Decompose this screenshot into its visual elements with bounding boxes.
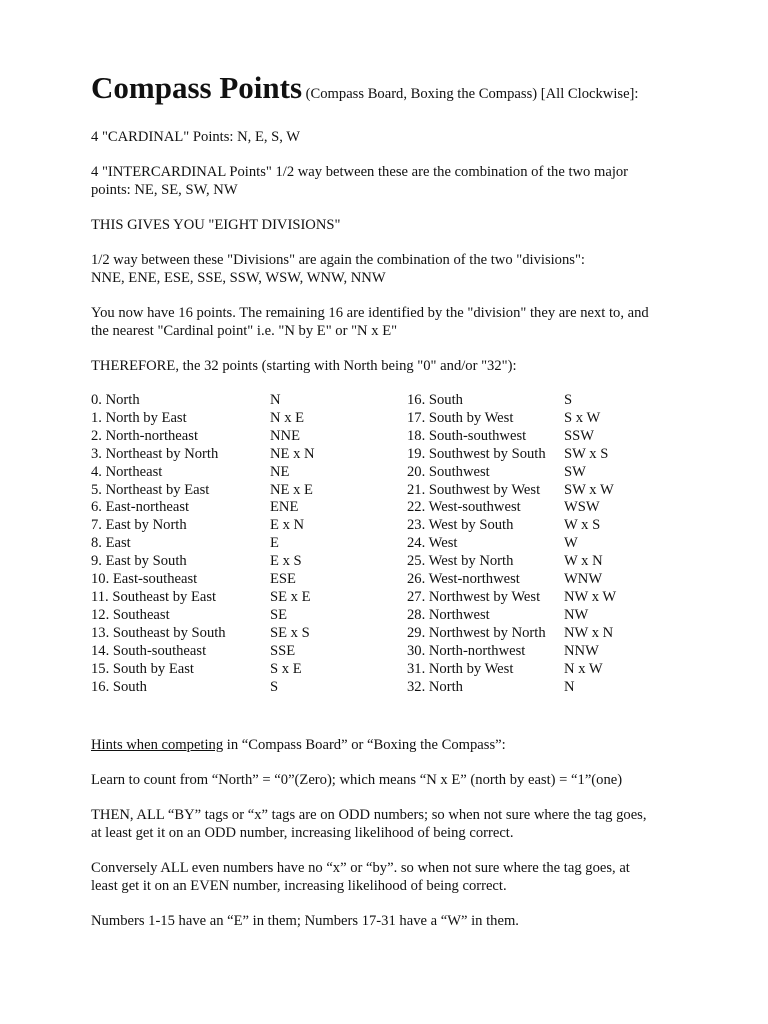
table-row [91, 428, 651, 446]
half-way-line-1: 1/2 way between these "Divisions" are again the combination of the two "divisions": [91, 252, 585, 268]
table-row [91, 571, 651, 589]
table-row [91, 410, 651, 428]
point-abbrev-cell: N x E [270, 409, 305, 426]
point-abbrev-cell: S x E [270, 660, 302, 677]
point-name-cell: 29. Northwest by North [407, 624, 546, 641]
point-abbrev-cell: ENE [270, 499, 299, 516]
point-abbrev-cell: NE x E [270, 481, 313, 498]
point-name-cell: 11. Southeast by East [91, 588, 217, 605]
table-row [91, 392, 651, 410]
table-row [91, 499, 651, 517]
numbers-text: Numbers 1-15 have an “E” in them; Numbers 17-31 have a “W” in them. [91, 913, 519, 930]
point-abbrev-cell: SSE [270, 642, 296, 659]
point-name-cell: 19. Southwest by South [407, 445, 546, 462]
point-name-cell: 16. South [91, 678, 147, 695]
point-name-cell: 7. East by North [91, 517, 187, 534]
then-line-1: THEN, ALL “BY” tags or “x” tags are on ODD numbers; so when not sure where the tag goes, [91, 807, 647, 824]
conversely-line-1: Conversely ALL even numbers have no “x” or “by”. so when not sure where the tag goes, at [91, 860, 630, 877]
point-abbrev-cell: NNW [564, 642, 599, 659]
point-name-cell: 16. South [407, 392, 463, 408]
point-abbrev-cell: SW x W [564, 481, 614, 498]
point-name-cell: 21. Southwest by West [407, 481, 541, 498]
then-line-2: at least get it on an ODD number, increasing likelihood of being correct. [91, 825, 514, 842]
table-row [91, 482, 651, 500]
point-name-cell: 28. Northwest [407, 606, 490, 623]
point-abbrev-cell: NNE [270, 427, 300, 444]
point-abbrev-cell: W x S [564, 517, 601, 534]
table-row [91, 625, 651, 643]
table-row [91, 643, 651, 661]
point-abbrev-cell: W x N [564, 553, 603, 570]
point-abbrev-cell: E [270, 535, 279, 552]
point-name-cell: 15. South by East [91, 660, 194, 677]
point-abbrev-cell: S x W [564, 409, 601, 426]
compass-points-table-body [91, 392, 651, 696]
point-abbrev-cell: SE x S [270, 624, 310, 641]
point-name-cell: 8. East [91, 535, 131, 552]
intercardinal-paragraph [91, 163, 731, 199]
point-abbrev-cell: NW x W [564, 588, 617, 605]
point-name-cell: 9. East by South [91, 553, 187, 570]
point-name-cell: 23. West by South [407, 517, 514, 534]
point-abbrev-cell: S [564, 392, 573, 408]
document-page [91, 70, 731, 947]
hints-heading-underlined: Hints when competing [91, 737, 224, 754]
learn-text: Learn to count from “North” = “0”(Zero); which means “N x E” (north by east) = “1”(one) [91, 772, 623, 789]
sixteen-points-line-2: the nearest "Cardinal point" i.e. "N by E" or "N x E" [91, 323, 398, 339]
point-abbrev-cell: ESE [270, 571, 296, 588]
compass-points-table [91, 392, 651, 696]
point-name-cell: 24. West [407, 535, 458, 552]
learn-paragraph [91, 771, 731, 789]
point-name-cell: 1. North by East [91, 409, 187, 426]
point-abbrev-cell: W [564, 535, 578, 552]
numbers-paragraph [91, 912, 731, 930]
half-way-paragraph [91, 251, 731, 287]
cardinal-points-text: 4 "CARDINAL" Points: N, E, S, W [91, 129, 301, 145]
point-name-cell: 22. West-southwest [407, 499, 521, 516]
eight-divisions-paragraph [91, 216, 731, 234]
point-abbrev-cell: SE x E [270, 588, 311, 605]
point-name-cell: 25. West by North [407, 553, 514, 570]
point-abbrev-cell: N [270, 392, 281, 408]
table-row [91, 517, 651, 535]
point-name-cell: 4. Northeast [91, 463, 163, 480]
point-abbrev-cell: NW x N [564, 624, 614, 641]
hints-heading-rest: in “Compass Board” or “Boxing the Compass”: [223, 737, 506, 754]
point-name-cell: 13. Southeast by South [91, 624, 226, 641]
point-abbrev-cell: SW [564, 463, 586, 480]
point-abbrev-cell: WSW [564, 499, 600, 516]
point-abbrev-cell: NE [270, 463, 290, 480]
point-abbrev-cell: SW x S [564, 445, 609, 462]
point-abbrev-cell: WNW [564, 571, 603, 588]
point-name-cell: 18. South-southwest [407, 427, 527, 444]
table-row [91, 553, 651, 571]
therefore-paragraph [91, 357, 731, 375]
point-abbrev-cell: S [270, 678, 279, 695]
point-abbrev-cell: N x W [564, 660, 603, 677]
therefore-text: THEREFORE, the 32 points (starting with North being "0" and/or "32"): [91, 358, 517, 374]
point-name-cell: 0. North [91, 392, 140, 408]
sixteen-points-line-1: You now have 16 points. The remaining 16 are identified by the "division" they are next to, and [91, 305, 649, 321]
point-name-cell: 3. Northeast by North [91, 445, 219, 462]
point-name-cell: 6. East-northeast [91, 499, 190, 516]
point-abbrev-cell: N [564, 678, 575, 695]
point-name-cell: 10. East-southeast [91, 571, 198, 588]
point-abbrev-cell: SE [270, 606, 288, 623]
point-name-cell: 31. North by West [407, 660, 514, 677]
point-abbrev-cell: E x N [270, 517, 305, 534]
point-abbrev-cell: NE x N [270, 445, 315, 462]
point-name-cell: 2. North-northeast [91, 427, 198, 444]
then-paragraph [91, 806, 731, 842]
point-name-cell: 26. West-northwest [407, 571, 520, 588]
intercardinal-line-2: points: NE, SE, SW, NW [91, 182, 238, 198]
point-name-cell: 32. North [407, 678, 463, 695]
eight-divisions-text: THIS GIVES YOU "EIGHT DIVISIONS" [91, 217, 341, 233]
table-row [91, 464, 651, 482]
point-abbrev-cell: E x S [270, 553, 302, 570]
point-name-cell: 5. Northeast by East [91, 481, 210, 498]
table-row [91, 661, 651, 679]
point-name-cell: 27. Northwest by West [407, 588, 541, 605]
sixteen-points-paragraph [91, 304, 731, 340]
hints-heading-paragraph [91, 736, 731, 754]
point-name-cell: 14. South-southeast [91, 642, 207, 659]
cardinal-points-paragraph [91, 128, 731, 146]
point-name-cell: 12. Southeast [91, 606, 170, 623]
point-name-cell: 17. South by West [407, 409, 514, 426]
table-row [91, 446, 651, 464]
table-row [91, 589, 651, 607]
point-abbrev-cell: NW [564, 606, 589, 623]
point-name-cell: 30. North-northwest [407, 642, 526, 659]
conversely-paragraph [91, 859, 731, 895]
table-row [91, 607, 651, 625]
half-way-line-2: NNE, ENE, ESE, SSE, SSW, WSW, WNW, NNW [91, 270, 386, 286]
conversely-line-2: least get it on an EVEN number, increasing likelihood of being correct. [91, 878, 507, 895]
table-row [91, 535, 651, 553]
point-abbrev-cell: SSW [564, 427, 595, 444]
title-line [91, 70, 731, 112]
page-title: Compass Points [91, 70, 303, 105]
intercardinal-line-1: 4 "INTERCARDINAL Points" 1/2 way between these are the combination of the two major [91, 164, 629, 180]
point-name-cell: 20. Southwest [407, 463, 490, 480]
page-subtitle: (Compass Board, Boxing the Compass) [All Clockwise]: [302, 86, 639, 102]
table-row [91, 679, 651, 697]
